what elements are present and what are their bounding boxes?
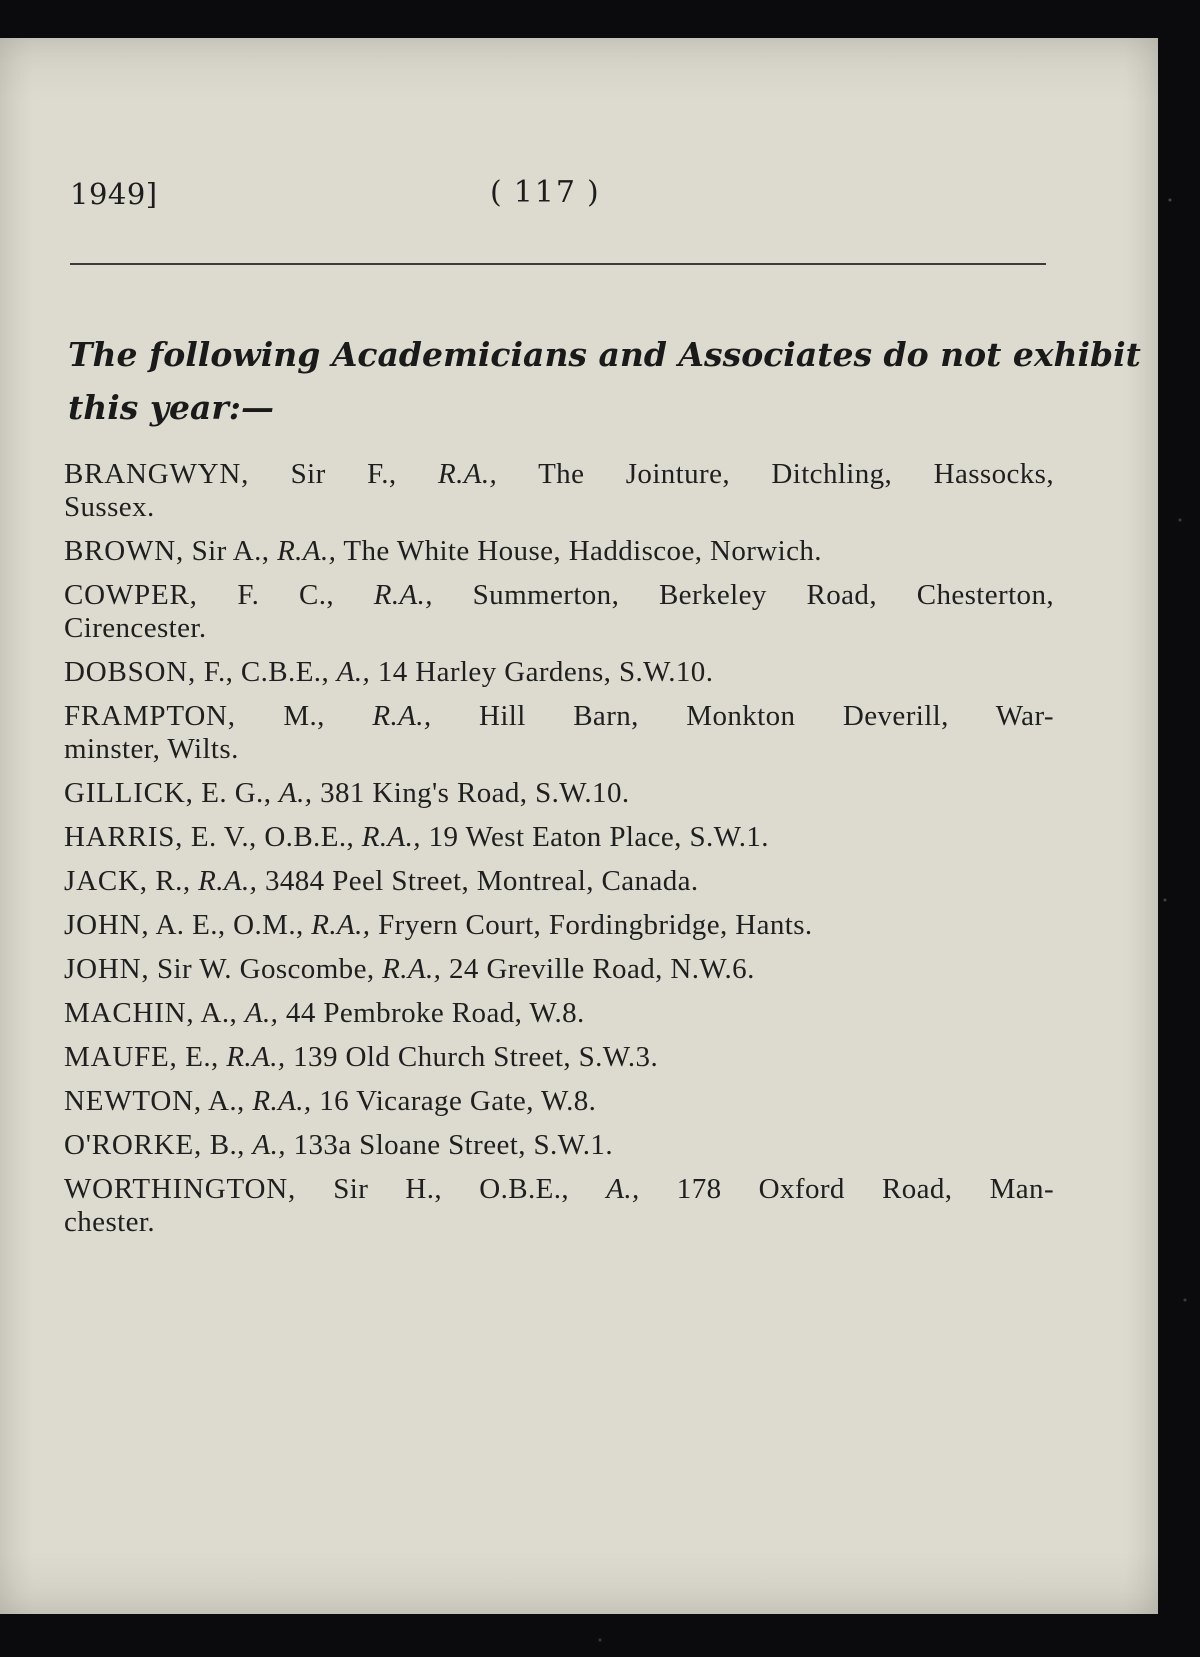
list-item — [64, 821, 1054, 854]
member-address: 16 Vicarage Gate, W.8. — [319, 1085, 597, 1117]
member-initials: A., — [200, 997, 238, 1029]
list-item — [64, 535, 1054, 568]
member-address: 178 Oxford Road, Man- — [676, 1173, 1055, 1205]
member-rank: R.A., — [438, 458, 498, 490]
member-address: 133a Sloane Street, S.W.1. — [293, 1129, 613, 1161]
member-address: 14 Harley Gardens, S.W.10. — [377, 656, 714, 688]
member-address-continued: chester. — [64, 1206, 155, 1238]
list-item — [64, 997, 1054, 1030]
member-surname: FRAMPTON, — [64, 700, 236, 732]
member-surname: JACK, — [64, 865, 148, 897]
member-surname: O'RORKE, — [64, 1129, 203, 1161]
member-address: The Jointure, Ditchling, Hassocks, — [538, 458, 1054, 490]
list-item — [64, 777, 1054, 810]
section-heading — [68, 328, 1141, 434]
list-item — [64, 1041, 1054, 1074]
section-heading-line-1: The following Academicians and Associates do not exhibit — [68, 335, 1141, 374]
header-rule — [70, 263, 1046, 265]
members-list — [64, 458, 1054, 1250]
member-surname: HARRIS, — [64, 821, 184, 853]
list-item — [64, 1173, 1054, 1239]
member-address: The White House, Haddiscoe, Norwich. — [343, 535, 822, 567]
member-rank: R.A., — [198, 865, 258, 897]
list-item — [64, 458, 1054, 524]
member-rank: R.A., — [361, 821, 421, 853]
member-surname: DOBSON, — [64, 656, 197, 688]
member-initials: Sir W. Goscombe, — [157, 953, 375, 985]
member-surname: JOHN, — [64, 909, 150, 941]
member-address: 139 Old Church Street, S.W.3. — [293, 1041, 659, 1073]
member-surname: BROWN, — [64, 535, 184, 567]
member-rank: A., — [336, 656, 371, 688]
member-address: 24 Greville Road, N.W.6. — [449, 953, 755, 985]
list-item — [64, 1129, 1054, 1162]
member-rank: A., — [279, 777, 313, 809]
member-initials: Sir F., — [290, 458, 397, 490]
list-item — [64, 865, 1054, 898]
member-initials: M., — [283, 700, 325, 732]
member-initials: F. C., — [237, 579, 335, 611]
header-year: 1949] — [70, 177, 158, 211]
member-initials: Sir H., O.B.E., — [333, 1173, 570, 1205]
member-address: 381 King's Road, S.W.10. — [320, 777, 630, 809]
member-initials: F., C.B.E., — [203, 656, 330, 688]
member-address: Hill Barn, Monkton Deverill, War- — [479, 700, 1054, 732]
page-number-open-paren: ( — [490, 175, 504, 210]
member-rank: R.A., — [372, 700, 432, 732]
document-page — [0, 38, 1158, 1614]
member-surname: BRANGWYN, — [64, 458, 250, 490]
section-heading-line-2: this year:— — [68, 388, 274, 427]
page-number-value: 117 — [513, 175, 577, 210]
member-rank: A., — [244, 997, 279, 1029]
member-rank: A., — [252, 1129, 286, 1161]
member-rank: R.A., — [226, 1041, 286, 1073]
list-item — [64, 1085, 1054, 1118]
member-surname: MAUFE, — [64, 1041, 178, 1073]
member-address-continued: Cirencester. — [64, 612, 207, 644]
running-header — [66, 173, 1046, 223]
member-rank: R.A., — [373, 579, 433, 611]
member-rank: R.A., — [252, 1085, 312, 1117]
member-initials: B., — [209, 1129, 245, 1161]
member-surname: NEWTON, — [64, 1085, 202, 1117]
list-item — [64, 953, 1054, 986]
member-address: Fryern Court, Fordingbridge, Hants. — [378, 909, 813, 941]
member-address: 19 West Eaton Place, S.W.1. — [428, 821, 769, 853]
member-initials: R., — [155, 865, 191, 897]
member-surname: COWPER, — [64, 579, 198, 611]
member-address: Summerton, Berkeley Road, Chesterton, — [472, 579, 1054, 611]
member-surname: WORTHINGTON, — [64, 1173, 297, 1205]
member-rank: A., — [606, 1173, 640, 1205]
member-initials: A., — [208, 1085, 245, 1117]
member-address: 3484 Peel Street, Montreal, Canada. — [264, 865, 699, 897]
member-surname: MACHIN, — [64, 997, 195, 1029]
member-rank: R.A., — [311, 909, 371, 941]
member-address-continued: Sussex. — [64, 491, 155, 523]
member-initials: E. V., O.B.E., — [190, 821, 355, 853]
list-item — [64, 700, 1054, 766]
member-initials: E. G., — [201, 777, 272, 809]
member-initials: Sir A., — [191, 535, 270, 567]
member-address: 44 Pembroke Road, W.8. — [285, 997, 585, 1029]
member-rank: R.A., — [382, 953, 442, 985]
member-surname: JOHN, — [64, 953, 150, 985]
member-surname: GILLICK, — [64, 777, 194, 809]
page-number — [480, 175, 611, 210]
list-item — [64, 656, 1054, 689]
member-initials: E., — [185, 1041, 219, 1073]
member-initials: A. E., O.M., — [155, 909, 304, 941]
list-item — [64, 579, 1054, 645]
page-number-close-paren: ) — [586, 175, 601, 210]
list-item — [64, 909, 1054, 942]
member-rank: R.A., — [277, 535, 337, 567]
member-address-continued: minster, Wilts. — [64, 733, 239, 765]
